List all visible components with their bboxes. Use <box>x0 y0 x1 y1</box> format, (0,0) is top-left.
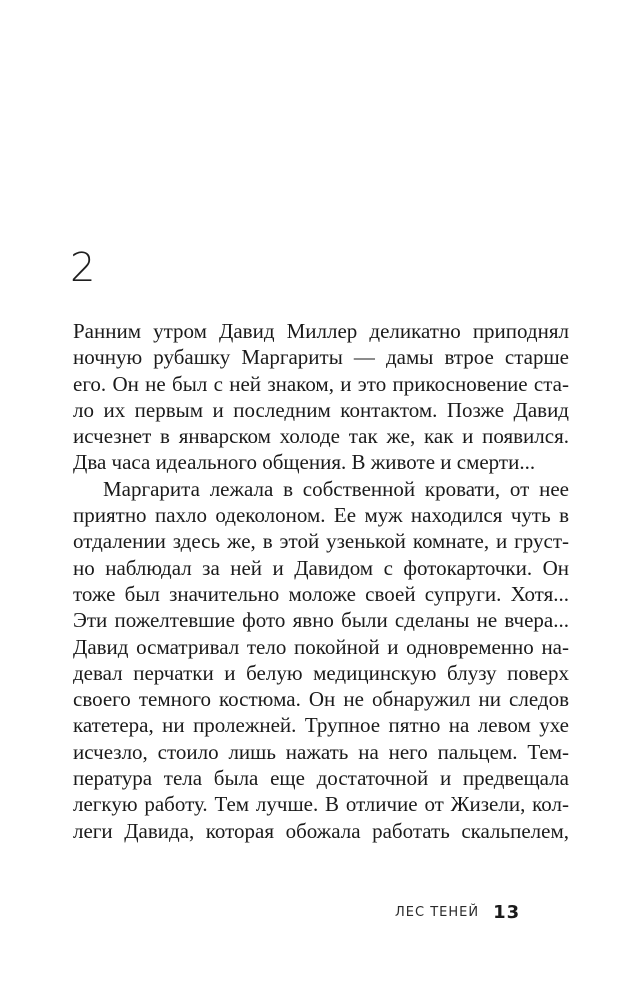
text-line: Ранним утром Давид Миллер деликатно приподнял <box>73 319 569 343</box>
text-line: Два часа идеального общения. В животе и смерти... <box>73 450 536 475</box>
text-line: Эти пожелтевшие фото явно были сделаны не вчера... <box>73 608 569 633</box>
text-line: тоже был значительно моложе своей супруги. Хотя... <box>73 581 569 606</box>
body-text <box>73 318 569 844</box>
text-line: своего темного костюма. Он не обнаружил ни следов <box>73 687 569 712</box>
text-line: его. Он не был с ней знаком, и это прикосновение ста- <box>73 371 569 396</box>
paragraph <box>73 476 569 844</box>
text-line: леги Давида, которая обожала работать скальпелем, <box>73 818 569 843</box>
text-line: ночную рубашку Маргариты — дамы втрое старше <box>73 345 569 370</box>
text-line: девал перчатки и белую медицинскую блузу поверх <box>73 660 569 685</box>
text-line: пература тела была еще достаточной и предвещала <box>73 766 569 791</box>
text-line: исчезло, стоило лишь нажать на него пальцем. Тем- <box>73 739 569 764</box>
page-number: 13 <box>493 901 521 923</box>
text-line: ло их первым и последним контактом. Позже Давид <box>73 397 569 422</box>
text-line: отдалении здесь же, в этой узенькой комнате, и груст- <box>73 529 569 554</box>
page-footer <box>395 900 520 924</box>
running-head: ЛЕС ТЕНЕЙ <box>395 904 480 920</box>
text-line: Маргарита лежала в собственной кровати, от нее <box>103 476 569 501</box>
chapter-number: 2 <box>70 245 97 291</box>
text-line: Давид осматривал тело покойной и одновременно на- <box>73 634 569 659</box>
text-line: приятно пахло одеколоном. Ее муж находился чуть в <box>73 503 569 528</box>
text-line: катетера, ни пролежней. Трупное пятно на левом ухе <box>73 713 569 738</box>
text-line: но наблюдал за ней и Давидом с фотокарточки. Он <box>73 555 569 580</box>
text-line: исчезнет в январском холоде так же, как и появился. <box>73 424 569 449</box>
text-line: легкую работу. Тем лучше. В отличие от Жизели, кол- <box>73 792 569 817</box>
paragraph <box>73 318 569 476</box>
